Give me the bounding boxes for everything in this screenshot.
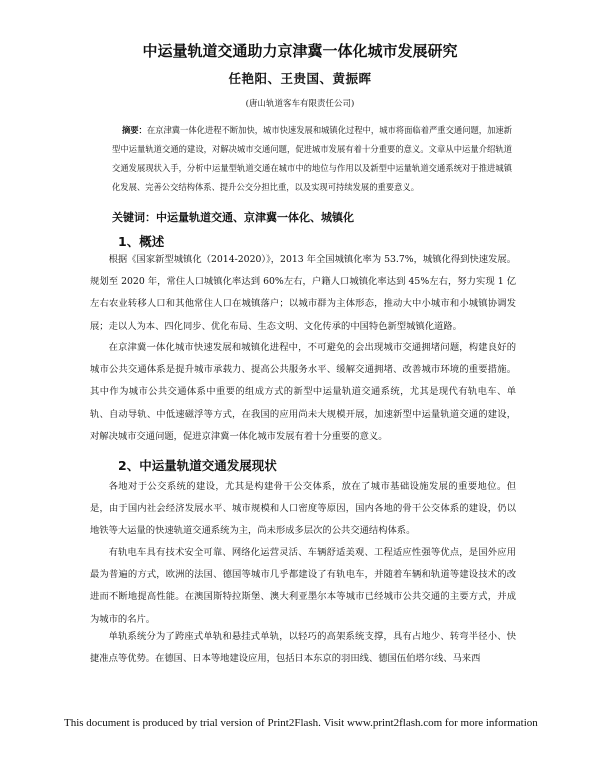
section-2-heading: 2、中运量轨道交通发展现状	[118, 458, 277, 473]
section-2-paragraph-1: 各地对于公交系统的建设，尤其是构建骨干公交体系，放在了城市基础设施发展的重要地位。但是，由于国内社会经济发展水平、城市规模和人口密度等原因，国内各地的骨干公交体系的建设，仍以地铁等大运量的快速轨道交通系统为主，尚未形成多层次的公共交通结构体系。	[90, 481, 516, 537]
section-2-paragraph-3: 单轨系统分为了跨座式单轨和悬挂式单轨，以轻巧的高架系统支撑，具有占地少、转弯半径小、快捷准点等优势。在德国、日本等地建设应用，包括日本东京的羽田线、德国伍伯塔尔线、马来西	[90, 631, 516, 665]
section-1-heading: 1、概述	[118, 234, 165, 249]
abstract-text: 在京津冀一体化进程不断加快，城市快速发展和城镇化过程中，城市将面临着严重交通问题，加速新型中运量轨道交通的建设，对解决城市交通问题，促进城市发展有着十分重要的意义。文章从中运量介绍轨道交通发展现状入手，分析中运量型轨道交通在城市中的地位与作用以及新型中运量轨道交通系统对于推进城镇化发展、完善公交结构体系、提升公交分担比重，以及实现可持续发展的重要意义。	[112, 125, 512, 192]
keywords-text: 中运量轨道交通、京津冀一体化、城镇化	[156, 211, 354, 224]
keywords	[112, 209, 532, 225]
section-1-paragraph-1: 根据《国家新型城镇化（2014-2020）》，2013 年全国城镇化率为 53.7%，城镇化得到快速发展。规划至 2020 年，常住人口城镇化率达到 60%左右，户籍人口城镇化率达到 45%左右，努力实现 1 亿左右农业转移人口和其他常住人口在城镇落户；以城市群为主体形态，推动大中小城市和小城镇协调发展；走以人为本、四化同步、优化布局、生态文明、文化传承的中国特色新型城镇化道路。	[90, 254, 516, 332]
section-1-paragraph-2: 在京津冀一体化城市快速发展和城镇化进程中，不可避免的会出现城市交通拥堵问题，构建良好的城市公共交通体系是提升城市承载力、提高公共服务水平、缓解交通拥堵、改善城市环境的重要措施。其中作为城市公共交通体系中重要的组成方式的新型中运量轨道交通系统，尤其是现代有轨电车、单轨、自动导轨、中低速磁浮等方式，在我国的应用尚未大规模开展，加速新型中运量轨道交通的建设，对解决城市交通问题，促进京津冀一体化城市发展有着十分重要的意义。	[90, 342, 516, 442]
abstract-label: 摘要：	[121, 125, 147, 135]
paper-affiliation: (唐山轨道客车有限责任公司)	[245, 99, 355, 109]
trial-watermark-footer: This document is produced by trial version of Print2Flash. Visit www.print2flash.com for more information	[64, 717, 538, 729]
keywords-label: 关键词：	[112, 211, 156, 224]
paper-authors: 任艳阳、王贵国、黄振晖	[228, 71, 372, 86]
paper-title: 中运量轨道交通助力京津冀一体化城市发展研究	[142, 42, 458, 60]
section-2-paragraph-2: 有轨电车具有技术安全可靠、网络化运营灵活、车辆舒适美观、工程适应性强等优点，是国外应用最为普遍的方式，欧洲的法国、德国等城市几乎都建设了有轨电车，并随着车辆和轨道等建设技术的改进而不断地提高性能。在澳国斯特拉斯堡、澳大利亚墨尔本等城市已经城市公共交通的主要方式，并成为城市的名片。	[90, 547, 516, 625]
abstract	[112, 121, 512, 197]
